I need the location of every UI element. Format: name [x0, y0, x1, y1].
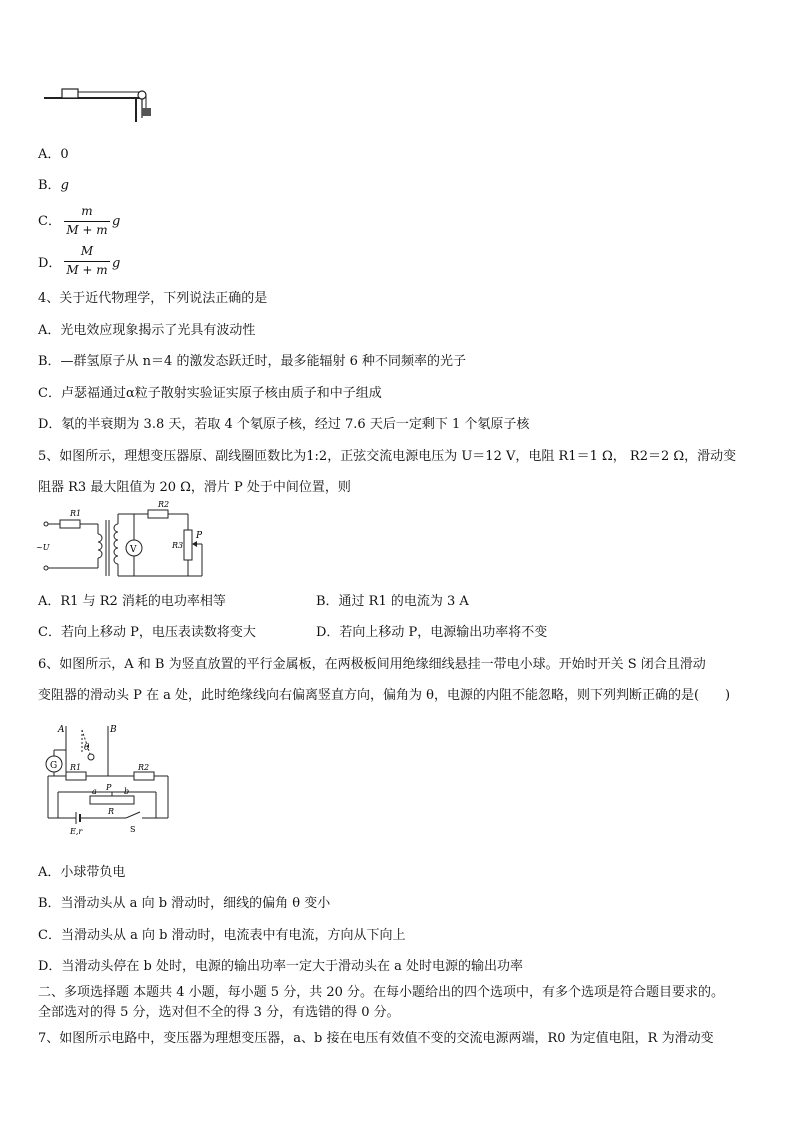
q4-option-a: A．光电效应现象揭示了光具有波动性 — [38, 323, 256, 338]
fig6-r1: R1 — [70, 763, 82, 772]
section2-line2: 全部选对的得 5 分，选对但不全的得 3 分，有选错的得 0 分。 — [38, 1005, 400, 1020]
fig5-label-r3: R3 — [172, 541, 184, 550]
fig6-p: P — [106, 783, 112, 792]
q6-option-d: D．当滑动头停在 b 处时，电源的输出功率一定大于滑动头在 a 处时电源的输出功率 — [38, 959, 524, 974]
q6-option-a: A．小球带负电 — [38, 865, 126, 880]
q7-stem: 7、如图所示电路中，变压器为理想变压器，a、b 接在电压有效值不变的交流电源两端，R0 为定值电阻，R 为滑动变 — [38, 1031, 714, 1046]
q3-option-d-g: g — [112, 256, 121, 271]
fig6-b: b — [124, 787, 130, 796]
q3-option-c-g: g — [112, 214, 121, 229]
q3-option-a: A．0 — [38, 147, 69, 162]
q6-option-c: C．当滑动头从 a 向 b 滑动时，电流表中有电流，方向从下向上 — [38, 928, 406, 943]
fig5-label-r2: R2 — [158, 500, 170, 509]
fraction-d-numerator: M — [80, 244, 94, 258]
fig6-switch: S — [130, 825, 136, 834]
q4-stem: 4、关于近代物理学，下列说法正确的是 — [38, 291, 268, 306]
fig6-a: a — [92, 787, 97, 796]
transformer-circuit-figure — [36, 500, 212, 584]
fig6-galvanometer: G — [50, 761, 58, 771]
fig6-plate-a: A — [58, 725, 65, 735]
q6-option-b: B．当滑动头从 a 向 b 滑动时，细线的偏角 θ 变小 — [38, 896, 331, 911]
q3-option-b — [38, 177, 69, 195]
fraction-c-numerator: m — [81, 204, 93, 218]
fraction-c-denominator: M + m — [66, 223, 108, 237]
q5-r1: R1＝1 Ω， — [558, 449, 626, 464]
q5-option-b: B．通过 R1 的电流为 3 A — [316, 594, 469, 609]
q5-stem-line2: 阻器 R3 最大阻值为 20 Ω，滑片 P 处于中间位置，则 — [38, 480, 351, 495]
q3-fraction-c — [64, 204, 110, 242]
q5-option-d: D．若向上移动 P，电源输出功率将不变 — [316, 625, 548, 640]
fig6-theta: θ — [84, 743, 90, 753]
block-pulley-figure — [40, 82, 160, 122]
q5-stem-text: 5、如图所示，理想变压器原、副线圈匝数比为1:2，正弦交流电源电压为 — [38, 449, 458, 464]
q6-stem-line2: 变阻器的滑动头 P 在 a 处，此时绝缘线向右偏离竖直方向，偏角为 θ，电源的内阻不能忽略，则下列判断正确的是( ) — [38, 688, 731, 703]
q4-option-b: B．—群氢原子从 n＝4 的激发态跃迁时，最多能辐射 6 种不同频率的光子 — [38, 354, 466, 369]
q5-stem-line1 — [38, 448, 736, 466]
q3-option-c: C． — [38, 214, 61, 229]
q4-option-d: D．氡的半衰期为 3.8 天，若取 4 个氡原子核，经过 7.6 天后一定剩下 1 个氡原子核 — [38, 417, 530, 432]
q3-option-b-label: B． — [38, 178, 61, 193]
q6-stem-line1: 6、如图所示，A 和 B 为竖直放置的平行金属板，在两极板间用绝缘细线悬挂一带电小球。开始时开关 S 闭合且滑动 — [38, 657, 706, 672]
fig6-er: E,r — [70, 827, 83, 836]
q5-r2: R2＝2 Ω，滑动变 — [629, 449, 737, 464]
q3-option-b-value: g — [60, 178, 69, 193]
fig5-voltmeter-label: V — [130, 545, 137, 555]
fraction-d-denominator: M + m — [66, 263, 108, 277]
fig6-r: R — [108, 807, 115, 816]
fig5-label-r1: R1 — [70, 509, 82, 518]
q3-option-d: D． — [38, 256, 62, 271]
q5-option-c: C．若向上移动 P，电压表读数将变大 — [38, 625, 256, 640]
q5-option-a: A．R1 与 R2 消耗的电功率相等 — [38, 594, 226, 609]
fig5-label-p: P — [196, 531, 203, 541]
section2-line1: 二、多项选择题 本题共 4 小题，每小题 5 分，共 20 分。在每小题给出的四个选项中，有多个选项是符合题目要求的。 — [38, 985, 725, 1000]
fig6-plate-b: B — [110, 725, 117, 735]
q4-option-c: C．卢瑟福通过α粒子散射实验证实原子核由质子和中子组成 — [38, 386, 382, 401]
q3-fraction-d — [64, 244, 110, 282]
fig6-r2: R2 — [138, 763, 150, 772]
capacitor-circuit-figure — [36, 720, 186, 838]
fig5-label-u: ~U — [36, 543, 50, 552]
q5-voltage: U＝12 V，电阻 — [461, 449, 555, 464]
